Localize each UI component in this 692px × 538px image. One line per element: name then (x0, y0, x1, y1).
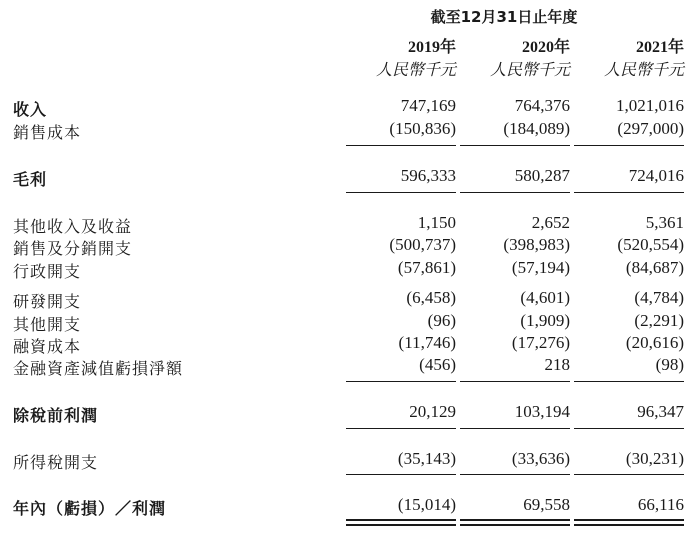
divider (574, 474, 684, 475)
table-cell: (30,231) (625, 449, 684, 468)
divider (346, 474, 456, 475)
divider (574, 381, 684, 382)
row-label-profit-before-tax: 除稅前利潤 (13, 406, 99, 425)
table-cell: 5,361 (645, 213, 684, 232)
table-cell: (98) (655, 355, 684, 374)
divider (574, 145, 684, 146)
table-cell: 2,652 (531, 213, 570, 232)
row-label-rd-expenses: 研發開支 (13, 292, 82, 311)
divider (574, 428, 684, 429)
unit-2020: 人民幣千元 (489, 60, 570, 79)
divider (460, 192, 570, 193)
table-cell: 764,376 (514, 96, 570, 115)
double-rule (346, 524, 456, 526)
row-label-other-expenses: 其他開支 (13, 315, 82, 334)
divider (574, 192, 684, 193)
double-rule (460, 524, 570, 526)
table-cell: (2,291) (634, 311, 684, 330)
table-cell: (35,143) (397, 449, 456, 468)
row-label-profit-for-year: 年內（虧損）／利潤 (13, 499, 167, 518)
divider (460, 428, 570, 429)
table-cell: 103,194 (514, 402, 570, 421)
row-label-income-tax: 所得稅開支 (13, 453, 99, 472)
row-label-cost-of-sales: 銷售成本 (13, 123, 82, 142)
table-cell: (1,909) (520, 311, 570, 330)
table-cell: 596,333 (400, 166, 456, 185)
table-cell: (57,194) (511, 258, 570, 277)
row-label-selling-expenses: 銷售及分銷開支 (13, 239, 133, 258)
year-2020: 2020年 (521, 39, 570, 56)
table-cell: (20,616) (625, 333, 684, 352)
table-cell: 724,016 (628, 166, 684, 185)
table-cell: (456) (419, 355, 456, 374)
table-cell: 580,287 (514, 166, 570, 185)
row-label-other-income: 其他收入及收益 (13, 217, 133, 236)
table-cell: (96) (427, 311, 456, 330)
divider (346, 428, 456, 429)
divider (460, 145, 570, 146)
table-cell: (500,737) (389, 235, 456, 254)
table-cell: 1,150 (417, 213, 456, 232)
row-label-revenue: 收入 (13, 100, 48, 119)
table-cell: (4,601) (520, 288, 570, 307)
table-cell: 66,116 (637, 495, 684, 514)
divider (460, 381, 570, 382)
table-cell: (398,983) (503, 235, 570, 254)
divider (346, 192, 456, 193)
double-rule (574, 524, 684, 526)
table-cell: (297,000) (617, 119, 684, 138)
double-rule (346, 519, 456, 521)
table-cell: 96,347 (637, 402, 684, 421)
table-cell: 1,021,016 (616, 96, 684, 115)
unit-2021: 人民幣千元 (603, 60, 684, 79)
table-cell: (17,276) (511, 333, 570, 352)
unit-2019: 人民幣千元 (375, 60, 456, 79)
double-rule (460, 519, 570, 521)
table-cell: (33,636) (511, 449, 570, 468)
row-label-gross-profit: 毛利 (13, 170, 48, 189)
table-cell: (4,784) (634, 288, 684, 307)
divider (346, 145, 456, 146)
year-2019: 2019年 (407, 39, 456, 56)
table-cell: (520,554) (617, 235, 684, 254)
table-cell: (11,746) (398, 333, 456, 352)
table-cell: (6,458) (406, 288, 456, 307)
table-cell: 218 (544, 355, 570, 374)
row-label-impairment-losses: 金融資產減值虧損淨額 (13, 359, 184, 378)
year-2021: 2021年 (635, 39, 684, 56)
table-cell: (57,861) (397, 258, 456, 277)
table-cell: (15,014) (397, 495, 456, 514)
table-cell: 747,169 (400, 96, 456, 115)
divider (460, 474, 570, 475)
double-rule (574, 519, 684, 521)
table-cell: (84,687) (625, 258, 684, 277)
table-cell: (184,089) (503, 119, 570, 138)
table-cell: (150,836) (389, 119, 456, 138)
row-label-admin-expenses: 行政開支 (13, 262, 82, 281)
table-cell: 20,129 (409, 402, 456, 421)
table-cell: 69,558 (523, 495, 570, 514)
row-label-finance-costs: 融資成本 (13, 337, 82, 356)
divider (346, 381, 456, 382)
period-header: 截至12月31日止年度 (430, 8, 578, 26)
